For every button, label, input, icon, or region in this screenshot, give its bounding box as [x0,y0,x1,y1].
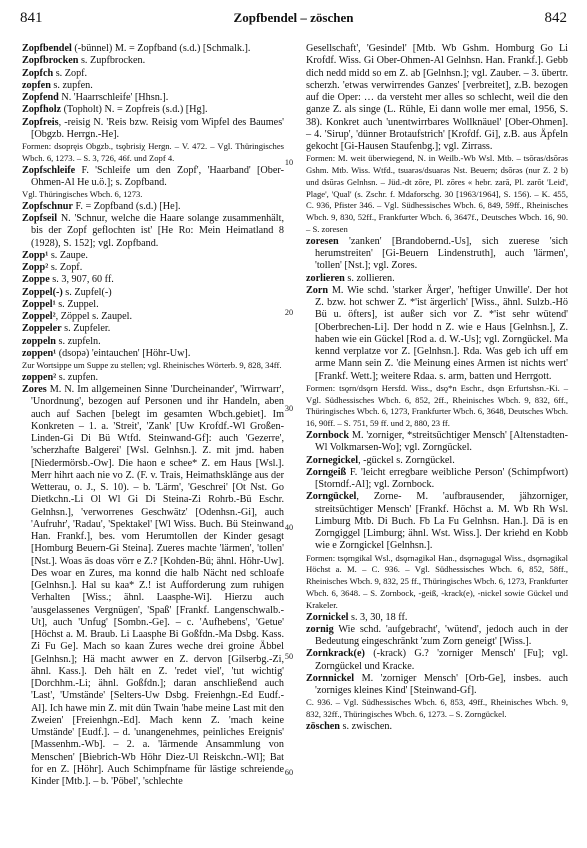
entry-note [22,141,284,165]
headword: Zopfreis [22,116,59,128]
left-column [22,43,284,788]
dictionary-entry [22,336,284,348]
entry-text: M. 'zorniger Mensch' [Orb-Ge], insbes. auch 'zorniges kleines Kind' [Steinwand-Gf]. [315,672,568,696]
entry-text: s. 3, 30, 18 ff. [348,611,408,623]
page-number-right: 842 [544,10,567,26]
entry-note [306,153,568,236]
entry-note [306,383,568,430]
entry-text: Formen: M. weit überwiegend, N. in Weilb.-Wb Wsl. Mtb. – tsōras/dsōrəs Gshm. Mtb. Wiss. Wtfd., tsuarəs/dsuarəs Nst. Beuern; dsōrəs (nur Z. 2 b) und dsūrəs Gelnhsn. – Jüd.-dt zōre, Pl. zōres « hebr. zarā, Pl. zarōt 'Leid', Plage', 'Qual' (s. Zschr. f. Mdaforschg. 30 [1963/1964], S. 156). – K. 455, C. 936, Pfister 346. – Vgl. Südhessisches Wbch. 6, 849, 59ff., Rheinisches Wbch. 9, 830, 52ff., Frankfurter Wbch. 6, 3647f., Deutsches Wbch. 16, 90. – S. zoresen [306,153,568,235]
dictionary-entry [22,55,284,67]
page-number-left: 841 [20,10,43,26]
headword: Zopfch [22,67,54,79]
dictionary-entry [306,455,568,467]
headword: Zoppel(-) [22,286,63,298]
headword: zoresen [306,235,339,247]
entry-text: Wie schd. 'aufgebracht', 'wütend', jedoch auch in der Bedeutung eingeschränkt 'zum Zorn geneigt' [Wiss.]. [315,623,568,647]
entry-text: s. Zupfel(-) [62,286,112,298]
headword: Zoppe [22,274,50,286]
dictionary-entry [306,285,568,383]
dictionary-entry [22,348,284,360]
dictionary-entry [306,624,568,649]
entry-text: (-bünnel) M. = Zopfband (s.d.) [Schmalk.]. [71,43,251,54]
page-header [0,10,587,28]
headword: Zorn [306,284,329,296]
entry-text: 'zanken' [Brandobernd.-Us], sich zuerese 'sich herumstreiten' [Gi-Beuern Lindenstruth], auch 'lärmen', 'tollen' [Nst.]; vgl. Zores. [315,235,568,272]
entry-text: Formen: tsǫrngikal Wsl., dsǫrnəgikəl Han., dsǫrnəgugəl Wiss., dsǫrnəgikəl Höchst a. M. – C. 936. – Vgl. Südhessisches Wbch. 6, 852, 58ff., Rheinisches Wbch. 9, 832, 25 ff., Thüringisches Wbch. 6, 1273, Frankfurter Wbch. 6, 3648. – S. Zornbock, -geiß, -krack(e), -nickel sowie Gückel und Krakeler. [306,552,568,610]
dictionary-entry [306,673,568,698]
entry-text: , Zöppel s. Zaupel. [55,311,133,323]
dictionary-entry [22,92,284,104]
headword: Zopp¹ [22,249,49,261]
dictionary-entry [22,287,284,299]
headword: Zopfschleife [22,164,76,176]
headword: zoppeln [22,335,56,347]
dictionary-entry [306,648,568,673]
entry-text: s. zupfen. [56,371,99,383]
entry-text: C. 936. – Vgl. Südhessisches Wbch. 6, 853, 49ff., Rheinisches Wbch. 9, 832, 32ff., Thüringisches Wbch. 6, 1273. – S. Zorngückel. [306,697,568,720]
headword: Zoppeler [22,323,62,335]
headword: zoppen² [22,371,57,383]
entry-text: s. Zupfeler. [61,323,111,335]
dictionary-entry [306,467,568,492]
entry-text: (-krack) G.? 'zorniger Mensch' [Fu]; vgl. Zorngückel und Kracke. [315,648,568,672]
entry-text: s. zwischen. [339,720,393,732]
headword: Zornbock [306,430,350,442]
entry-text: Zur Wortsippe um Suppe zu stellen; vgl. Rheinisches Wörterb. 9, 828, 34ff. [22,360,282,371]
dictionary-entry [22,323,284,335]
headword: zöschen [306,720,340,732]
entry-text: M. Wie schd. 'starker Ärger', 'heftiger Unwille'. Der hot Z. bzw. hot schwer Z. *'ist ärgerlich' [Wiss., ähnl. Sulzb.-Hö Bü u. öfters], ist außer sich vor Z. *'ist sehr wütend' [Oberbrechen-Li]. Der hodd n Z. wie e Haus [Gelnhsn.], Z. haben wie ein Gückel [Rod a. d. W.-Us]; vgl. Zorngückel. Ma kennd verplatze vor Z. [Gelnhsn.]. Rda. Was geb ich uff em arme Mann sein Z. 'die Meinung eines Armen ist nichts wert' [Frankf. Wett.]; weitere Rdaa. s. arm, batten und Herrgott. [315,284,568,382]
dictionary-entry [22,68,284,80]
headword: zornig [306,623,334,635]
headword: Zopfschnur [22,200,73,212]
entry-text: Formen: tsǫrn/dsǫrn Hersfd. Wiss., dsǫ*n Eschr., dsǫn Erfurtshsn.-Ki. – Vgl. Südhessisches Wbch. 6, 852, 2ff., Rheinisches Wbch. 9, 832, 6ff., Thüringisches Wbch. 6, 1273, Frankfurter Wbch. 6, 3648, Deutsches Wbch. 16, 90ff. – S. 751, 59 ff. und 2, 880, 23 ff. [306,382,568,429]
dictionary-entry [22,80,284,92]
dictionary-entry [306,273,568,285]
dictionary-entry [22,213,284,250]
line-number: 50 [284,652,294,661]
line-number: 30 [284,404,294,413]
headword: zopfen [22,79,51,91]
right-column [306,43,568,733]
dictionary-entry [22,201,284,213]
dictionary-entry [22,274,284,286]
dictionary-entry [22,117,284,142]
headword: Zoppel¹ [22,298,56,310]
entry-note [22,189,284,201]
dictionary-entry [306,236,568,273]
dictionary-entry [22,372,284,384]
entry-text: Formen: dsopręis Obgzb., tsǫbrisiχ Hergn. – V. 472. – Vgl. Thüringisches Wbch. 6, 1273. – S. 3, 726, 46f. und Zopf 4. [22,141,284,163]
headword: Zornkrack(e) [306,648,365,660]
entry-text: N. 'Schnur, welche die Haare solange zusammenhält, bis der Zopf geflochten ist' [He Ro: Mein Heimatland 8 (1928), S. 152]; vgl. Zopfband. [31,213,284,249]
dictionary-entry [22,262,284,274]
headword: Zorngeiß [306,466,347,478]
headword: Zornegickel [306,454,359,466]
entry-text: , Zorne- M. 'aufbrausender, jähzorniger, streitsüchtiger Mensch' [Frankf. Höchst a. M. Wb Rh Wsl. Limburg Mtb. Di Buch. Fb La Fu Gelnhsn. Han.]. Dä is en Zorngiggel [Limburg; ähnl. Wst. Wiss.]. Der kriehd en Kobb wie e Zorngickel [Gelnhsn.]. [315,491,568,552]
running-title: Zopfbendel – zöschen [233,10,354,25]
headword: Zopfseil [22,213,58,225]
entry-text: Vgl. Thüringisches Wbch. 6, 1273. [22,189,143,200]
line-number: 60 [284,768,294,777]
entry-text: s. Zopf. [53,67,88,79]
entry-note [22,360,284,372]
headword: Zopfholz [22,104,62,116]
dictionary-entry [22,299,284,311]
entry-text: , -gückel s. Zorngückel. [358,454,455,466]
dictionary-entry [306,430,568,455]
line-number: 40 [284,523,294,532]
entry-text: , -reisig N. 'Reis bzw. Reisig vom Wipfel des Baumes' [Obgzb. Herrgn.-He]. [31,116,284,140]
entry-text: s. zollieren. [344,272,395,284]
headword: Zopfbrocken [22,55,79,67]
entry-text: F. 'leicht erregbare weibliche Person' (Schimpfwort) [Storndf.-Al]; vgl. Zornbock. [315,466,568,491]
entry-note [306,553,568,612]
entry-text: (Topholt) N. = Zopfreis (s.d.) [Hg]. [61,104,208,116]
headword: Zopfend [22,92,59,103]
line-number: 10 [284,158,294,167]
headword: Zores [22,384,47,396]
entry-text: N. 'Haarrschleife' [Hhsn.]. [58,92,169,103]
headword: Zorngückel [306,491,357,503]
dictionary-entry [22,311,284,323]
entry-text: s. zupfeln. [55,335,101,347]
entry-text: (dsopə) 'eintauchen' [Höhr-Uw]. [56,347,191,359]
entry-note [306,43,568,153]
entry-text: s. Zupfbrocken. [78,55,146,67]
dictionary-entry [22,165,284,190]
headword: Zoppel² [22,311,56,323]
dictionary-entry [306,721,568,733]
entry-text: F. 'Schleife um den Zopf', 'Haarband' [Ober-Ohmen-Al He u.ö.]; s. Zopfband. [31,164,284,188]
dictionary-entry [22,104,284,116]
line-number: 20 [284,308,294,317]
entry-note [306,697,568,721]
dictionary-entry [22,250,284,262]
entry-text: F. = Zopfband (s.d.) [He]. [72,200,181,212]
entry-text: s. zupfen. [50,79,93,91]
entry-text: s. Zaupe. [48,249,88,261]
dictionary-entry [306,491,568,552]
headword: zorlieren [306,272,345,284]
entry-text: Gesellschaft', 'Gesindel' [Mtb. Wb Gshm. Homburg Go Li Krofdf. Wiss. Gi Ober-Ohmen-Al Gelnhsn. Han. Frankf.]. Gebb dich nedd midd so em Z. ab [Gelnhsn.]; vgl. Zauber. – 3. übertr. scherzh. 'etwas verwirrendes Ganzes' [verbreitet], z.B. bezogen auf die Oper: … da versteht mer alles so schlecht, weil die den ganze Z. als singe (L. Rühle, Ei dann wolle mer emal, 1956, S. 38). Konkret auch 'unentwirrbares Wollknäuel' [Ober-Ohmen]. – 4. 'Sirup', 'dünner Brotaufstrich' [Krofdf. Gi], z.B. aus Äpfeln gekocht [Gi-Hausen Staufenbg.]; vgl. Zirrass. [306,43,568,152]
dictionary-entry [22,384,284,788]
dictionary-entry [22,43,284,55]
headword: Zopfbendel [22,43,72,54]
headword: zoppen¹ [22,347,57,359]
dictionary-entry [306,612,568,624]
headword: Zornickel [306,611,349,623]
headword: Zornnickel [306,672,355,684]
entry-text: s. Zuppel. [55,298,99,310]
entry-text: M. N. Im allgemeinen Sinne 'Durcheinander', 'Wirrwarr', 'Unordnung', bezogen auf Personen und ihr Handeln, aben auch auf Sachen [belegt im gesamten Wbch.gebiet]. Im Konkreten – 1. a. 'Streit', 'Zank' [Uw Krofdf.-Wl Großen-Linden-Gi Di Bü Wtfd. Steinwand-Gf]: auch 'Gezerre', 'scherzhafte Balgerei' [Wsl. Gelnhsn.]. Z. mit jmd. haben [Niedermörsb.-Ow]. Die haon e schee* Z. em Haus [Wsl.]. Merr hihrt aach nie vo Z. (F. v. Trais, Heimathsklänge aus der Wetterau, o. J., S. 10). – b. 'Lärm', 'Geschrei' [Ot Nst. Go Dietkchn.-Li Ol Wl Gi Di Steina-Zi Rohrb.-Bü Eschr. Gelnhsn.], 'verworrenes Geschwätz' [Odenhsn.-Gi], auch 'Aufruhr', 'Radau', 'Spektakel' [Wl Wiss. Buch. Bü Steinwand Han. Frankf.], bes. vom Herumtollen der Kinder gesagt [Homburg Beuern-Gi Steina]. Zueres machte 'lärmen', 'tollen' [Nst.]. Woas äs doas vörr e Z.? [Kohden-Bü; ähnl. Höhr-Uw]. Des woar en Zures, ma konnd die halb Nächt ned schloafe [Gelnhsn.]. Hal su kaa* Z.! ist Aufforderung zum ruhigen Verhalten [Wiss.; ähnl. Laasphe-Wi]. Hierzu auch 'ausgelassenes Vergnügen', 'Spaß' [Frankf. Langenschwalb.-Ut], auch 'Unfug' [Sombn.-Ge]. – c. 'Aufhebens', 'Getue' [Höchst a. M. Braub. Li Laasphe Bi Goßfdn.-Ma Dsbg. Kass. Zi Fu Ge]. Mach so kaan Zures weche drei groine Äbbel [Gelnhsn.]; Hä macht awwer en Z. dervon [Gilserbg.-Zi, ähnl. Kass.]. Deh hält en Z. 'redet viel', 'tut wichtig' [Dorchhm.-Li; ähnl. Goßfdn.]; daran anschließend auch 'Last', 'Umstände' [Selters-Uw Dsbg. Freienhgn.-Ed Eudf.-Al]. Ich hawe min Z. mit dün Twain 'habe meine Last mit den Zweien' [Freienhgn.-Ed]. Mach kenn Z. 'mach keine Umstände' [Eudf.]. – d. 'unangenehmes, peinliches Ereignis' [Massenhm.-Wb]. – 2. a. 'lärmende Ansammlung von Menschen' [Biebrich-Wb Höhr Diez-Ul Reiskchn.-Wl]; Bat for en Z. [Höhr]. Auch Schimpfname für lästige schreiende Kinder [Mtb.]. – b. 'Pöbel', 'schlechte [31,384,284,788]
headword: Zopp² [22,262,49,274]
entry-text: M. 'zorniger, *streitsüchtiger Mensch' [Altenstadten-Wl Volkmarsen-Wo]; vgl. Zorngückel. [315,430,568,454]
entry-text: s. Zopf. [48,262,83,274]
entry-text: s. 3, 907, 60 ff. [49,274,114,286]
